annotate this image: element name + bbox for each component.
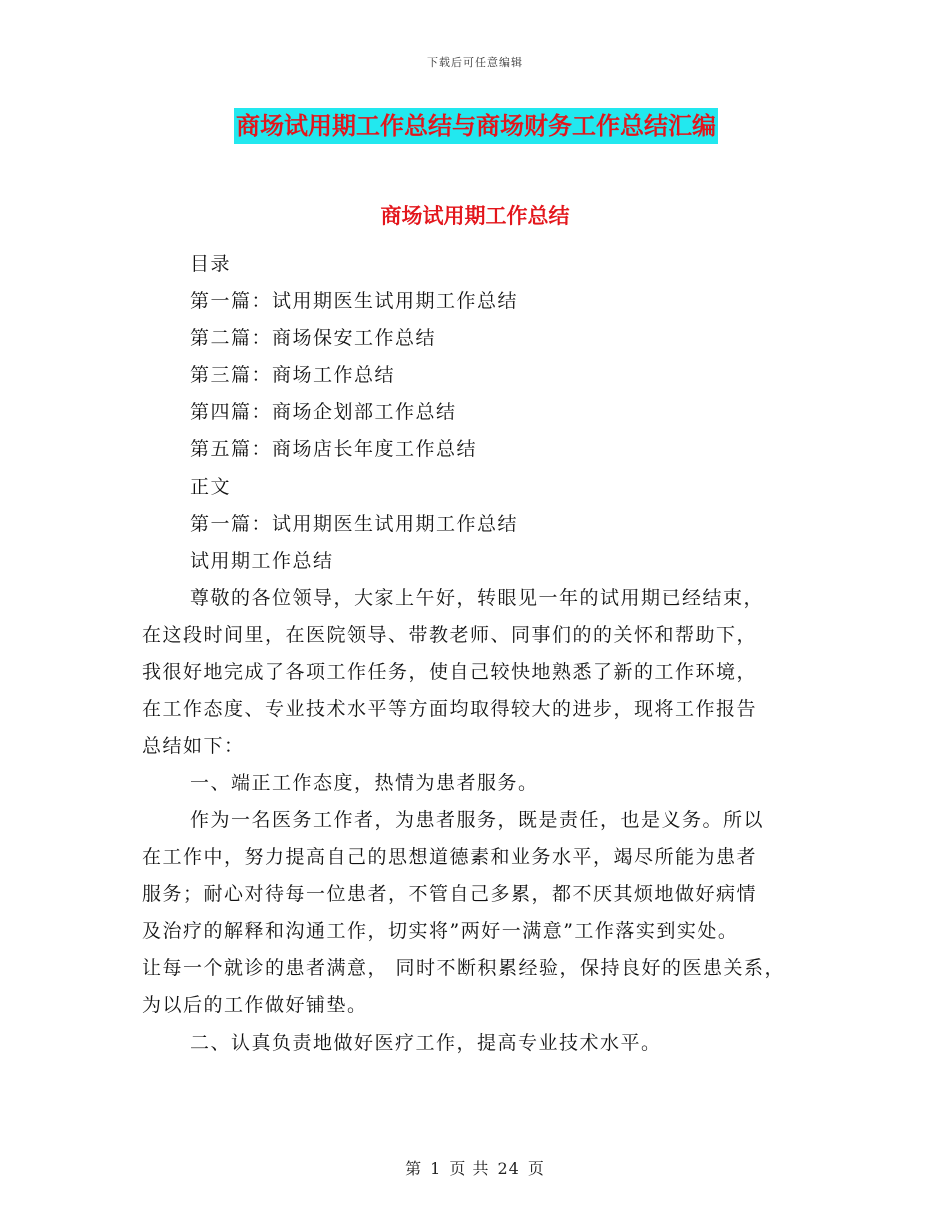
paragraph-line: 在这段时间里，在医院领导、带教老师、同事们的的关怀和帮助下， <box>142 624 758 646</box>
footer-middle: 页 共 <box>449 1159 490 1178</box>
paragraph-line: 让每一个就诊的患者满意， 同时不断积累经验，保持良好的医患关系， <box>142 957 786 979</box>
header-note: 下载后可任意编辑 <box>427 56 523 69</box>
paragraph-line: 在工作中，努力提高自己的思想道德素和业务水平，竭尽所能为患者 <box>142 846 758 868</box>
toc-item-1: 第一篇：试用期医生试用期工作总结 <box>190 290 519 312</box>
paragraph-line: 总结如下： <box>142 735 245 757</box>
footer-prefix: 第 <box>405 1159 423 1178</box>
toc-item-4: 第四篇：商场企划部工作总结 <box>190 401 457 423</box>
section-heading-2: 二、认真负责地做好医疗工作，提高专业技术水平。 <box>190 1032 662 1054</box>
body-heading: 正文 <box>190 476 232 498</box>
paragraph-line: 尊敬的各位领导，大家上午好，转眼见一年的试用期已经结束， <box>190 587 765 609</box>
paragraph-line: 在工作态度、专业技术水平等方面均取得较大的进步，现将工作报告 <box>142 698 758 720</box>
paragraph-line: 我很好地完成了各项工作任务，使自己较快地熟悉了新的工作环境， <box>142 661 758 683</box>
toc-heading: 目录 <box>190 253 232 275</box>
toc-item-2: 第二篇：商场保安工作总结 <box>190 327 437 349</box>
section-heading-1: 一、端正工作态度，热情为患者服务。 <box>190 772 539 794</box>
paragraph-line: 服务；耐心对待每一位患者，不管自己多累，都不厌其烦地做好病情 <box>142 883 758 905</box>
paragraph-line: 作为一名医务工作者，为患者服务，既是责任，也是义务。所以 <box>190 809 765 831</box>
paragraph-line: 为以后的工作做好铺垫。 <box>142 994 368 1016</box>
toc-item-3: 第三篇：商场工作总结 <box>190 364 396 386</box>
chapter-heading: 第一篇：试用期医生试用期工作总结 <box>190 513 519 535</box>
chapter-subheading: 试用期工作总结 <box>190 550 334 572</box>
document-main-title: 商场试用期工作总结与商场财务工作总结汇编 <box>234 108 718 144</box>
current-page-number: 1 <box>430 1159 442 1178</box>
section-title: 商场试用期工作总结 <box>380 204 570 228</box>
page-footer <box>0 1156 950 1179</box>
total-page-count: 24 <box>497 1159 520 1178</box>
paragraph-line: 及治疗的解释和沟通工作，切实将”两好一满意”工作落实到实处。 <box>142 920 739 942</box>
footer-suffix: 页 <box>527 1159 545 1178</box>
toc-item-5: 第五篇：商场店长年度工作总结 <box>190 438 478 460</box>
